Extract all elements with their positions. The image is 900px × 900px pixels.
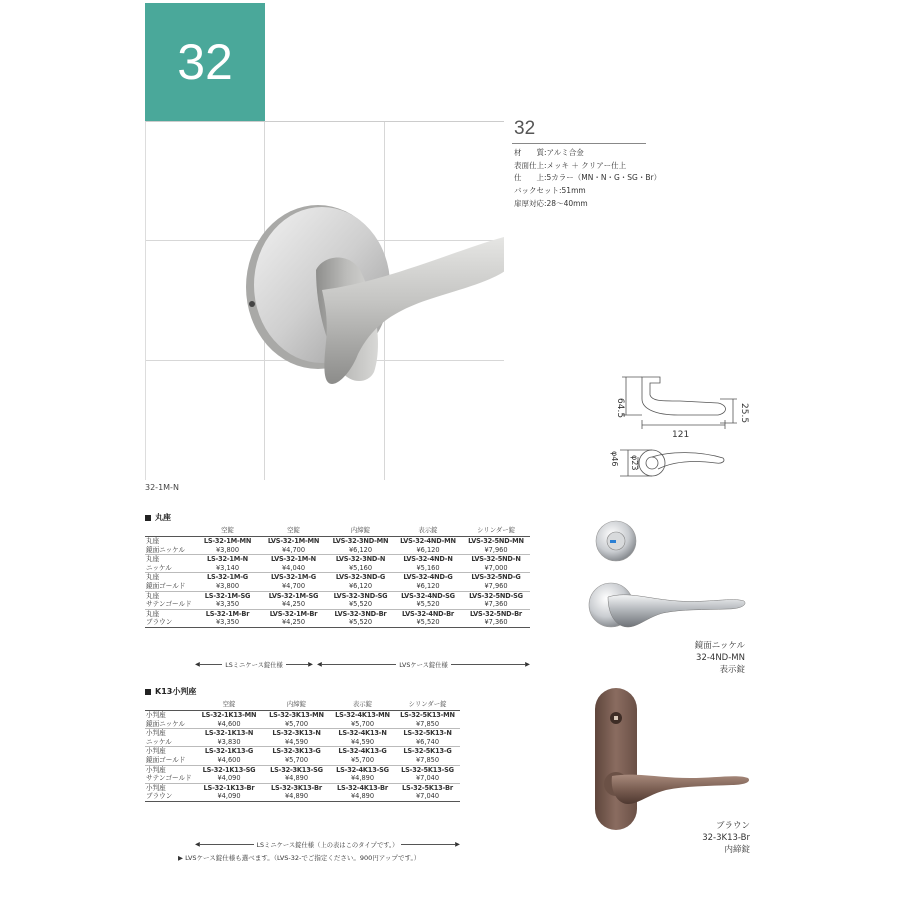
price: ¥5,160 xyxy=(348,563,373,572)
product-code: LVS-32-1M-G xyxy=(271,573,316,582)
price-cell xyxy=(260,573,327,591)
finish-name-cell xyxy=(145,783,195,801)
column-header: 内締錠 xyxy=(327,522,394,537)
finish-name-cell xyxy=(145,555,195,573)
price: ¥7,040 xyxy=(415,792,440,801)
price: ¥4,890 xyxy=(350,792,375,801)
dim-length: 121 xyxy=(672,430,690,440)
price: ¥6,740 xyxy=(415,737,440,746)
price-cell xyxy=(263,729,330,747)
spec-finish: 仕 上:5カラー（MN・N・G・SG・Br） xyxy=(514,173,662,183)
column-header: シリンダー錠 xyxy=(462,522,530,537)
rose-type: 小判座 xyxy=(146,765,166,774)
product-code: LS-32-1K13-N xyxy=(204,729,254,738)
price: ¥4,700 xyxy=(281,545,306,554)
main-product-photo xyxy=(145,121,504,480)
product1-caption xyxy=(640,640,745,676)
product-code: LVS-32-4ND-SG xyxy=(401,591,455,600)
price-cell xyxy=(327,537,394,555)
column-header: 空錠 xyxy=(260,522,327,537)
dim-height: 64.5 xyxy=(615,398,625,419)
price-cell xyxy=(195,573,260,591)
product-code: LVS-32-5ND-Br xyxy=(470,609,522,618)
price: ¥7,850 xyxy=(415,719,440,728)
price-cell xyxy=(195,711,263,729)
table-row xyxy=(145,711,460,729)
price-cell xyxy=(195,609,260,627)
rose-type: 小判座 xyxy=(146,711,166,719)
product-code: LS-32-1M-MN xyxy=(203,537,252,545)
finish-name: 鏡面ゴールド xyxy=(146,755,186,764)
product-code: LVS-32-5ND-SG xyxy=(469,591,523,600)
spec-title: 32 xyxy=(514,118,536,139)
product-code: LS-32-3K13-G xyxy=(272,747,321,756)
price-cell xyxy=(395,765,460,783)
product-code: LS-32-1M-G xyxy=(207,573,248,582)
product1-model: 32-4ND-MN xyxy=(696,653,745,663)
price: ¥7,360 xyxy=(484,600,508,609)
product-code: LS-32-5K13-Br xyxy=(402,783,453,792)
price: ¥6,120 xyxy=(416,545,440,554)
column-header: 表示錠 xyxy=(330,696,395,711)
price: ¥6,120 xyxy=(348,581,373,590)
product-code: LS-32-1K13-Br xyxy=(203,783,255,792)
price: ¥5,520 xyxy=(416,600,440,609)
product1-finish: 鏡面ニッケル xyxy=(694,641,745,651)
product2-finish: ブラウン xyxy=(715,821,750,831)
rose-type: 丸座 xyxy=(146,573,160,582)
price-cell xyxy=(327,591,394,609)
product-code: LS-32-5K13-G xyxy=(403,747,452,756)
price-cell xyxy=(263,765,330,783)
product-code: LVS-32-3ND-MN xyxy=(332,537,389,545)
price-cell xyxy=(195,537,260,555)
product-code: LS-32-1M-SG xyxy=(204,591,251,600)
price-cell xyxy=(195,747,263,765)
section2-spec-arrow: ◀ LSミニケース錠仕様（上の表はこのタイプです。） ▶ xyxy=(195,841,461,849)
product-code: LVS-32-3ND-Br xyxy=(334,609,387,618)
product-code: LS-32-1K13-MN xyxy=(201,711,257,719)
price: ¥6,120 xyxy=(416,581,440,590)
section2-price-table xyxy=(145,696,460,802)
finish-name: ニッケル xyxy=(146,737,172,746)
product2-model: 32-3K13-Br xyxy=(702,833,750,843)
product-code: LS-32-4K13-Br xyxy=(337,783,388,792)
price: ¥5,520 xyxy=(416,618,440,627)
rose-type: 小判座 xyxy=(146,729,166,738)
product-code: LVS-32-1M-MN xyxy=(267,537,320,545)
product-code: LS-32-1K13-G xyxy=(204,747,254,756)
column-header: 表示錠 xyxy=(394,522,462,537)
lvs-option-note: ▶ LVSケース錠仕様も選べます。（LVS-32-でご指定ください。900円アップです。） xyxy=(178,854,421,862)
table-row xyxy=(145,537,530,555)
price: ¥4,700 xyxy=(281,581,306,590)
price-cell xyxy=(260,537,327,555)
price: ¥3,350 xyxy=(215,600,240,609)
product-code: LS-32-4K13-N xyxy=(338,729,387,738)
price-cell xyxy=(263,747,330,765)
product-code: LVS-32-5ND-G xyxy=(471,573,521,582)
spec-door-thickness: 扉厚対応:28〜40mm xyxy=(514,198,588,208)
price-cell xyxy=(327,573,394,591)
price: ¥3,140 xyxy=(215,563,240,572)
price: ¥5,700 xyxy=(350,719,375,728)
column-header xyxy=(145,522,195,537)
product-code: LVS-32-4ND-MN xyxy=(400,537,456,545)
rose-type: 丸座 xyxy=(146,555,160,564)
price-cell xyxy=(330,765,395,783)
price: ¥7,360 xyxy=(484,618,508,627)
finish-name-cell xyxy=(145,573,195,591)
product-code: LVS-32-5ND-MN xyxy=(468,537,524,545)
section1-title: 丸座 xyxy=(155,513,171,522)
product-code: LS-32-4K13-SG xyxy=(336,765,389,774)
model-number: 32 xyxy=(177,34,233,90)
product-code: LVS-32-3ND-G xyxy=(335,573,386,582)
product-code: LVS-32-4ND-N xyxy=(403,555,453,564)
price: ¥5,520 xyxy=(348,600,373,609)
price-cell xyxy=(330,747,395,765)
column-header: 空錠 xyxy=(195,696,263,711)
product-code: LS-32-3K13-MN xyxy=(269,711,324,719)
product-code: LS-32-1K13-SG xyxy=(202,765,256,774)
ls-spec-label: LSミニケース錠仕様 xyxy=(225,662,283,669)
rose-type: 小判座 xyxy=(146,783,166,792)
finish-name-cell xyxy=(145,747,195,765)
finish-name-cell xyxy=(145,609,195,627)
table-row xyxy=(145,747,460,765)
price: ¥4,090 xyxy=(217,792,241,801)
price-cell xyxy=(195,591,260,609)
rose-type: 丸座 xyxy=(146,537,160,545)
price: ¥4,600 xyxy=(217,719,241,728)
price: ¥4,250 xyxy=(281,600,306,609)
price: ¥5,700 xyxy=(284,719,309,728)
lvs-spec-label: LVSケース錠仕様 xyxy=(399,662,448,669)
finish-name: 鏡面ゴールド xyxy=(146,581,186,590)
product-code: LVS-32-3ND-N xyxy=(335,555,386,564)
price: ¥5,700 xyxy=(284,755,309,764)
rose-type: 小判座 xyxy=(146,747,166,756)
table-row xyxy=(145,783,460,801)
finish-name-cell xyxy=(145,591,195,609)
price: ¥4,590 xyxy=(350,737,375,746)
price-cell xyxy=(327,555,394,573)
spec-backset: バックセット:51mm xyxy=(514,186,586,196)
product-code: LVS-32-3ND-SG xyxy=(333,591,388,600)
price: ¥4,250 xyxy=(281,618,306,627)
table-row xyxy=(145,729,460,747)
section2-title: K13小判座 xyxy=(155,687,197,696)
product-code: LVS-32-4ND-Br xyxy=(402,609,454,618)
price: ¥5,160 xyxy=(416,563,440,572)
price: ¥6,120 xyxy=(348,545,373,554)
product-code: LVS-32-1M-N xyxy=(271,555,316,564)
product1-image xyxy=(588,515,753,630)
price-cell xyxy=(462,555,530,573)
spec-surface: 表面仕上:メッキ ＋ クリアー仕上 xyxy=(514,160,627,170)
finish-name: 鏡面ニッケル xyxy=(146,545,185,554)
spec-material: 材 質:アルミ合金 xyxy=(514,148,584,157)
price-cell xyxy=(260,591,327,609)
price: ¥7,000 xyxy=(484,563,508,572)
price: ¥7,850 xyxy=(415,755,440,764)
finish-name-cell xyxy=(145,765,195,783)
rose-type: 丸座 xyxy=(146,591,160,600)
price-cell xyxy=(330,783,395,801)
spec-list xyxy=(514,147,661,211)
price-cell xyxy=(330,711,395,729)
price: ¥4,890 xyxy=(284,792,309,801)
dim-rose-outer: φ46 xyxy=(610,451,619,467)
price: ¥7,040 xyxy=(415,774,440,783)
price-cell xyxy=(395,729,460,747)
table-header-row xyxy=(145,522,530,537)
price-cell xyxy=(462,609,530,627)
product-code: LS-32-3K13-N xyxy=(272,729,321,738)
price: ¥4,040 xyxy=(281,563,306,572)
price: ¥4,090 xyxy=(217,774,241,783)
price-cell xyxy=(195,783,263,801)
product-code: LS-32-5K13-SG xyxy=(401,765,454,774)
column-header xyxy=(145,696,195,711)
table-row xyxy=(145,609,530,627)
column-header: 内締錠 xyxy=(263,696,330,711)
price: ¥4,890 xyxy=(350,774,375,783)
finish-name-cell xyxy=(145,537,195,555)
price: ¥3,830 xyxy=(217,737,241,746)
price: ¥4,590 xyxy=(284,737,309,746)
finish-name: サテンゴールド xyxy=(146,774,192,783)
price-cell xyxy=(394,573,462,591)
product-code: LS-32-3K13-Br xyxy=(271,783,322,792)
table-row xyxy=(145,555,530,573)
price-cell xyxy=(195,729,263,747)
model-number-badge xyxy=(145,3,265,121)
product-code: LS-32-1M-N xyxy=(206,555,248,564)
price: ¥7,960 xyxy=(484,581,508,590)
finish-name-cell xyxy=(145,729,195,747)
price-cell xyxy=(195,555,260,573)
price: ¥4,600 xyxy=(217,755,241,764)
price: ¥3,800 xyxy=(215,545,240,554)
product2-caption xyxy=(640,820,750,856)
finish-name: サテンゴールド xyxy=(146,600,192,609)
price-cell xyxy=(394,609,462,627)
price-cell xyxy=(263,711,330,729)
product1-lock-type: 表示錠 xyxy=(719,665,745,675)
price-cell xyxy=(395,783,460,801)
finish-name: ニッケル xyxy=(146,563,172,572)
price-cell xyxy=(462,537,530,555)
ls-k13-spec-label: LSミニケース錠仕様（上の表はこのタイプです。） xyxy=(256,842,399,849)
finish-name: ブラウン xyxy=(146,792,173,801)
price-cell xyxy=(394,555,462,573)
table-row xyxy=(145,765,460,783)
price: ¥7,960 xyxy=(484,545,508,554)
price-cell xyxy=(327,609,394,627)
product-code: LS-32-5K13-N xyxy=(403,729,452,738)
product-code: LVS-32-1M-SG xyxy=(268,591,319,600)
product2-image xyxy=(590,686,755,836)
dimension-drawing xyxy=(590,365,760,490)
table-row xyxy=(145,573,530,591)
price-cell xyxy=(195,765,263,783)
price-cell xyxy=(462,573,530,591)
section1-spec-arrows: ◀ LSミニケース錠仕様 ▶ ◀ LVSケース錠仕様 ▶ xyxy=(195,661,530,669)
product-code: LVS-32-4ND-G xyxy=(403,573,453,582)
rose-type: 丸座 xyxy=(146,609,160,618)
table-header-row xyxy=(145,696,460,711)
finish-name-cell xyxy=(145,711,195,729)
product-code: LS-32-4K13-MN xyxy=(335,711,390,719)
price-cell xyxy=(260,609,327,627)
price-cell xyxy=(394,591,462,609)
price-cell xyxy=(260,555,327,573)
column-header: シリンダー錠 xyxy=(395,696,460,711)
table-row xyxy=(145,591,530,609)
spec-divider xyxy=(512,143,646,144)
price-cell xyxy=(395,711,460,729)
lever-handle-image xyxy=(146,122,504,480)
price-cell xyxy=(394,537,462,555)
dim-rose-inner: φ23 xyxy=(630,455,639,471)
price: ¥4,890 xyxy=(284,774,309,783)
price-cell xyxy=(395,747,460,765)
price: ¥5,520 xyxy=(348,618,373,627)
product-code: LVS-32-1M-Br xyxy=(269,609,318,618)
price: ¥3,800 xyxy=(215,581,240,590)
section1-price-table xyxy=(145,522,530,628)
price-cell xyxy=(263,783,330,801)
product2-lock-type: 内締錠 xyxy=(724,845,750,855)
price-cell xyxy=(330,729,395,747)
main-photo-caption: 32-1M-N xyxy=(145,483,179,492)
product-code: LS-32-3K13-SG xyxy=(270,765,323,774)
price: ¥5,700 xyxy=(350,755,375,764)
product-code: LS-32-1M-Br xyxy=(205,609,250,618)
column-header: 空錠 xyxy=(195,522,260,537)
price-cell xyxy=(462,591,530,609)
finish-name: ブラウン xyxy=(146,618,173,627)
price: ¥3,350 xyxy=(215,618,240,627)
product-code: LS-32-4K13-G xyxy=(338,747,387,756)
dim-depth: 25.5 xyxy=(739,403,749,424)
finish-name: 鏡面ニッケル xyxy=(146,719,185,728)
product-code: LVS-32-5ND-N xyxy=(471,555,521,564)
product-code: LS-32-5K13-MN xyxy=(400,711,455,719)
